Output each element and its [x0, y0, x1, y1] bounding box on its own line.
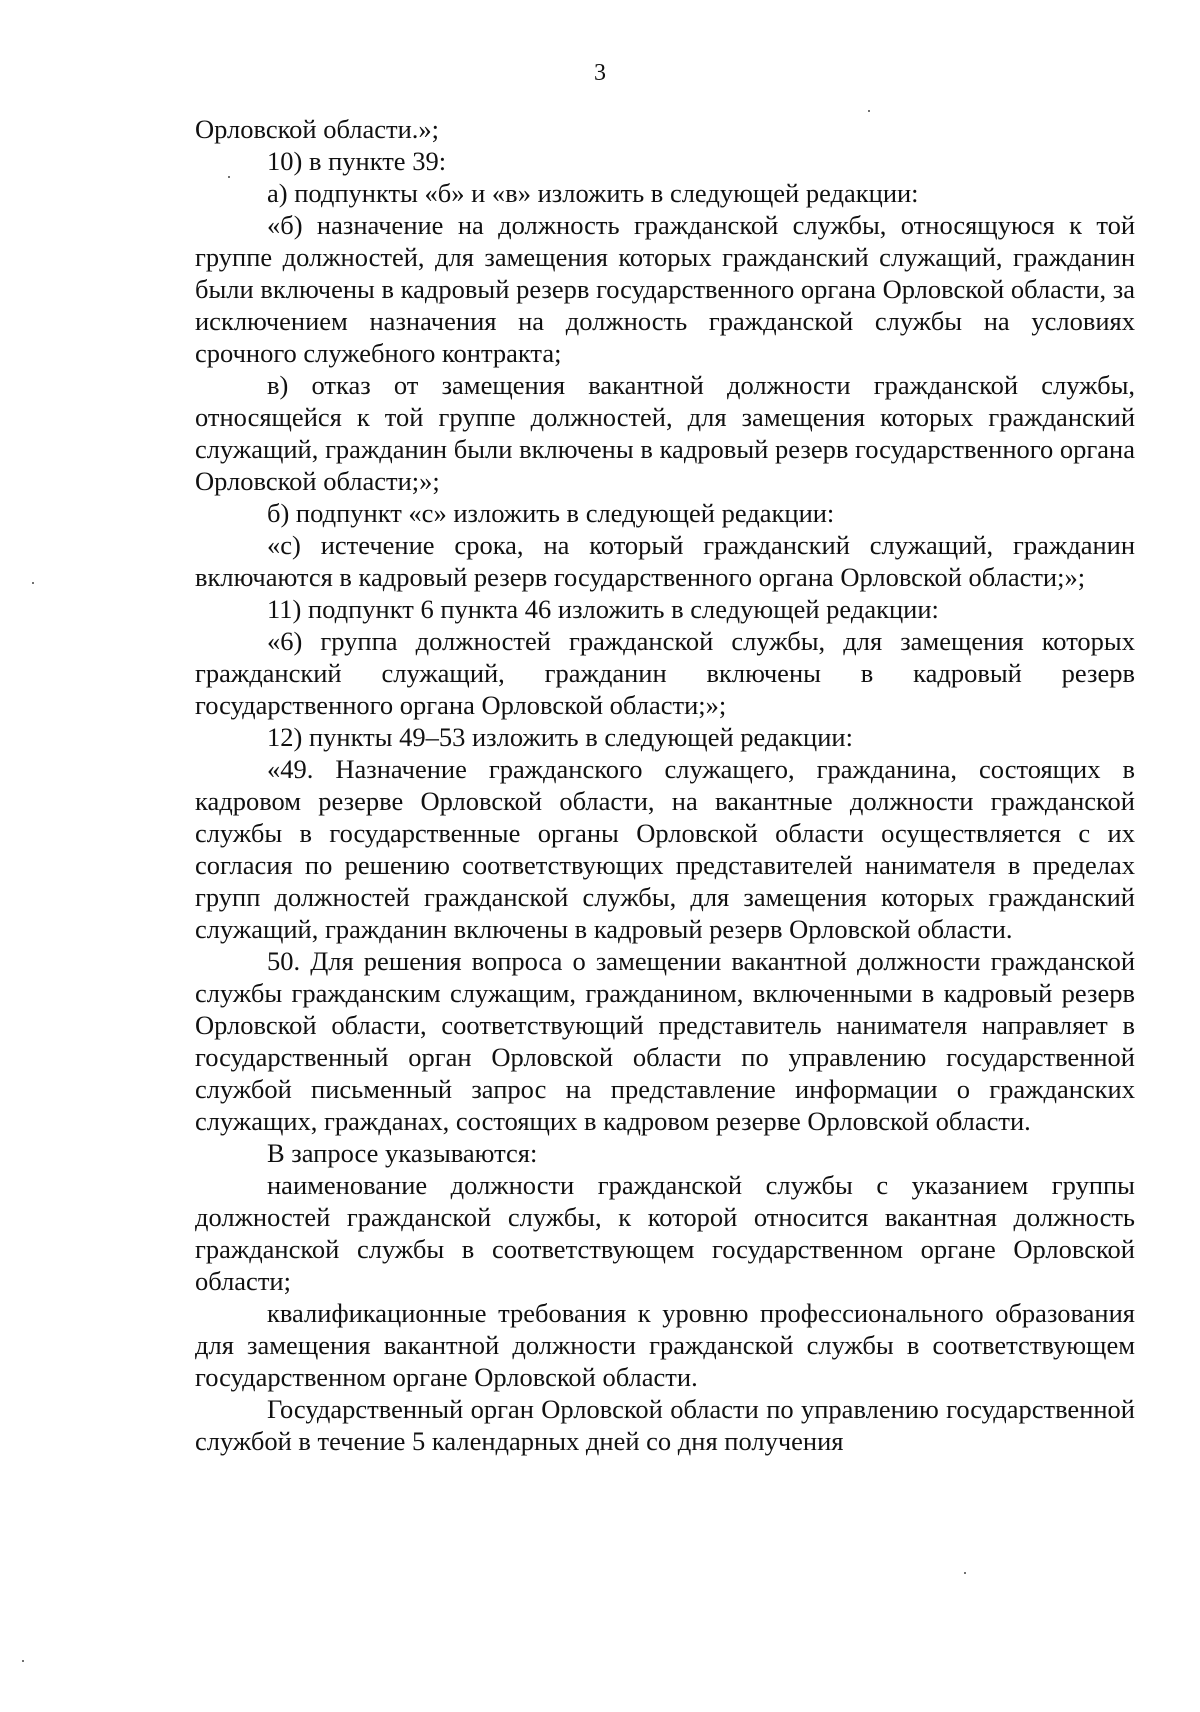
paragraph: «с) истечение срока, на который гражданский служащий, гражданин включаются в кадровый резерв государственного органа Орловской области;»;: [195, 530, 1135, 592]
paragraph: а) подпункты «б» и «в» изложить в следующей редакции:: [267, 178, 919, 208]
paragraph: в) отказ от замещения вакантной должности гражданской службы, относящейся к той группе должностей, для замещения которых гражданский служащий, гражданин были включены в кадровый резерв государственного органа Орловской области;»;: [195, 370, 1135, 496]
paragraph: Государственный орган Орловской области по управлению государственной службой в течение 5 календарных дней со дня получения: [195, 1394, 1135, 1456]
document-body: [195, 113, 1135, 1457]
paragraph: 50. Для решения вопроса о замещении вакантной должности гражданской службы гражданским служащим, гражданином, включенными в кадровый резерв Орловской области, соответствующий представитель нанимателя направляет в государственный орган Орловской области по управлению государственной службой письменный запрос на представление информации о гражданских служащих, гражданах, состоящих в кадровом резерве Орловской области.: [195, 946, 1135, 1136]
paragraph: В запросе указываются:: [267, 1138, 538, 1168]
scan-speck: [32, 582, 34, 584]
paragraph: б) подпункт «с» изложить в следующей редакции:: [267, 498, 835, 528]
scan-speck: [228, 176, 230, 178]
scan-speck: [22, 1660, 24, 1662]
scan-speck: [964, 1572, 966, 1574]
paragraph: 10) в пункте 39:: [267, 146, 447, 176]
page-number: 3: [594, 60, 606, 86]
paragraph: квалификационные требования к уровню профессионального образования для замещения вакантной должности гражданской службы в соответствующем государственном органе Орловской области.: [195, 1298, 1135, 1392]
paragraph: наименование должности гражданской службы с указанием группы должностей гражданской службы, к которой относится вакантная должность гражданской службы в соответствующем государственном органе Орловской области;: [195, 1170, 1135, 1296]
paragraph: 11) подпункт 6 пункта 46 изложить в следующей редакции:: [267, 594, 939, 624]
scan-speck: [868, 110, 870, 112]
paragraph: 12) пункты 49–53 изложить в следующей редакции:: [267, 722, 853, 752]
paragraph: «б) назначение на должность гражданской службы, относящуюся к той группе должностей, для замещения которых гражданский служащий, гражданин были включены в кадровый резерв государственного органа Орловской области, за исключением назначения на должность гражданской службы на условиях срочного служебного контракта;: [195, 210, 1135, 368]
paragraph: «49. Назначение гражданского служащего, гражданина, состоящих в кадровом резерве Орловской области, на вакантные должности гражданской службы в государственные органы Орловской области осуществляется с их согласия по решению соответствующих представителей нанимателя в пределах групп должностей гражданской службы, для замещения которых гражданский служащий, гражданин включены в кадровый резерв Орловской области.: [195, 754, 1135, 944]
paragraph: Орловской области.»;: [195, 114, 440, 144]
paragraph: «6) группа должностей гражданской службы, для замещения которых гражданский служащий, гражданин включены в кадровый резерв государственного органа Орловской области;»;: [195, 626, 1135, 720]
